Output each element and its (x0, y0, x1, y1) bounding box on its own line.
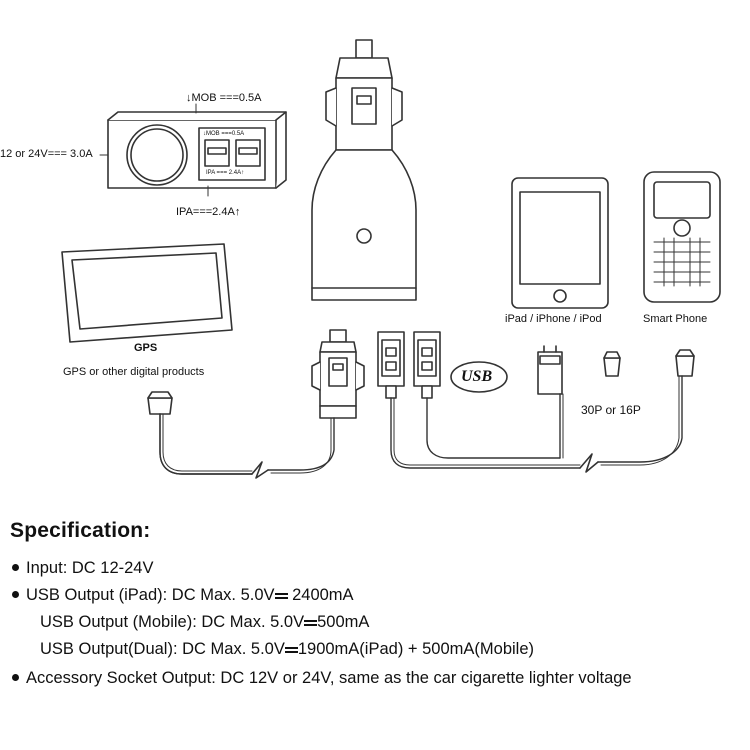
spec-item-usb-mobile (40, 612, 369, 632)
spec-item-usb-dual-value: 1900mA(iPad) + 500mA(Mobile) (297, 640, 534, 658)
bullet-icon (12, 585, 26, 605)
label-ipa-inner: IPA === 2.4A↑ (206, 170, 245, 176)
usb-plug-a (378, 332, 404, 398)
spec-item-usb-ipad (12, 585, 354, 605)
label-mob-top: ↓MOB ===0.5A (186, 92, 262, 104)
dc-symbol-icon (304, 617, 317, 628)
label-gps-caption: GPS or other digital products (63, 366, 205, 378)
spec-item-accessory-socket (12, 668, 632, 688)
spec-item-accessory-socket-text: Accessory Socket Output: DC 12V or 24V, same as the car cigarette lighter voltage (26, 669, 632, 687)
bullet-icon (12, 558, 26, 578)
label-phone-caption: Smart Phone (643, 313, 708, 325)
gps-device (62, 244, 232, 342)
端-connector (676, 350, 694, 376)
micro-usb-connector (604, 352, 620, 376)
gps-cable-connector (148, 392, 172, 414)
usb-plug-b (414, 332, 440, 398)
label-tablet-caption: iPad / iPhone / iPod (505, 313, 602, 325)
spec-item-usb-ipad-value: 2400mA (287, 586, 354, 604)
spec-item-usb-dual (40, 639, 534, 659)
dc-symbol-icon (285, 644, 298, 655)
label-usb-badge: USB (461, 368, 493, 385)
dual-usb-car-charger (312, 40, 416, 300)
label-gps-badge: GPS (134, 342, 158, 354)
spec-item-input (12, 558, 154, 578)
spec-item-usb-ipad-text: USB Output (iPad): DC Max. 5.0V (26, 586, 275, 604)
car-socket-adapter (108, 112, 286, 188)
label-mob-inner: ↓MOB ===0.5A (203, 131, 245, 137)
spec-item-usb-mobile-text: USB Output (Mobile): DC Max. 5.0V (40, 613, 305, 631)
tablet-device (512, 178, 608, 308)
bullet-icon (12, 668, 26, 688)
small-car-charger (312, 330, 364, 418)
smart-phone-device (644, 172, 720, 302)
cables (160, 376, 682, 478)
label-socket-input: 12 or 24V=== 3.0A (0, 148, 93, 160)
spec-item-usb-dual-text: USB Output(Dual): DC Max. 5.0V (40, 640, 285, 658)
spec-item-input-text: Input: DC 12-24V (26, 559, 154, 577)
spec-item-usb-mobile-value: 500mA (317, 613, 370, 631)
dc-symbol-icon (275, 590, 288, 601)
label-connector-caption: 30P or 16P (581, 403, 641, 417)
spec-title: Specification: (10, 519, 151, 542)
dock-connector-30pin (538, 346, 562, 394)
label-ipa-bottom: IPA===2.4A↑ (176, 206, 241, 218)
specification-section (0, 508, 750, 750)
